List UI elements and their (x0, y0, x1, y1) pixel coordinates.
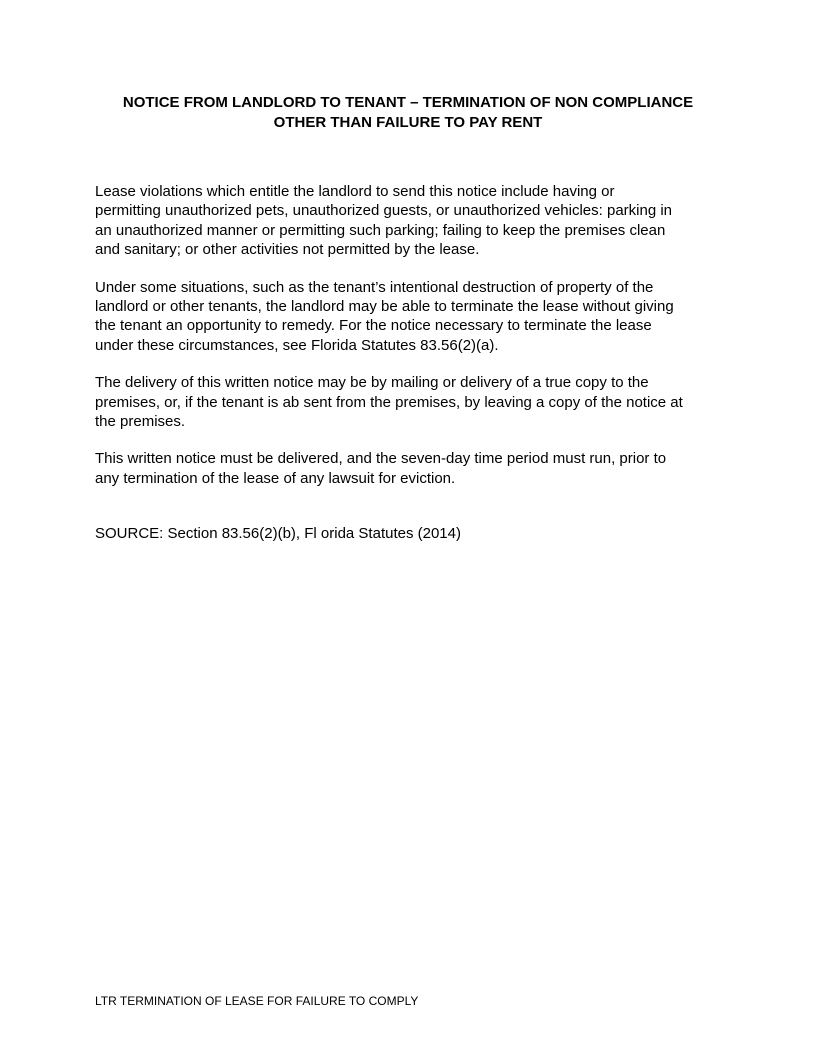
paragraph-line: Under some situations, such as the tenant’s intentional destruction of property of the (95, 278, 654, 296)
paragraph-intentional-destruction (95, 278, 717, 356)
paragraph-seven-day-period (95, 449, 717, 488)
paragraph-line: permitting unauthorized pets, unauthorized guests, or unauthorized vehicles: parking in (95, 202, 673, 220)
title-line: NOTICE FROM LANDLORD TO TENANT – TERMINATION OF NON COMPLIANCE (122, 94, 694, 111)
paragraph-line: The delivery of this written notice may be by mailing or delivery of a true copy to the (95, 374, 649, 392)
paragraph-line: the tenant an opportunity to remedy. For the notice necessary to terminate the lease (95, 317, 652, 335)
paragraph-line: Lease violations which entitle the landlord to send this notice include having or (95, 183, 615, 200)
paragraph-line: under these circumstances, see Florida Statutes 83.56(2)(a). (95, 336, 499, 354)
paragraph-delivery (95, 373, 717, 431)
document-body (95, 182, 717, 506)
paragraph-line: premises, or, if the tenant is ab sent from the premises, by leaving a copy of the notice at (95, 393, 683, 411)
paragraph-line: an unauthorized manner or permitting such parking; failing to keep the premises clean (95, 221, 666, 239)
paragraph-line: the premises. (95, 413, 186, 431)
title-line: OTHER THAN FAILURE TO PAY RENT (273, 114, 543, 131)
paragraph-line: landlord or other tenants, the landlord may be able to terminate the lease without giving (95, 298, 674, 316)
paragraph-line: any termination of the lease of any lawsuit for eviction. (95, 469, 456, 487)
document-title (0, 93, 816, 133)
paragraph-line: and sanitary; or other activities not permitted by the lease. (95, 241, 480, 259)
paragraph-line: This written notice must be delivered, and the seven-day time period must run, prior to (95, 450, 667, 468)
paragraph-lease-violations (95, 182, 717, 260)
source-citation: SOURCE: Section 83.56(2)(b), Fl orida Statutes (2014) (95, 525, 461, 542)
page-footer: LTR TERMINATION OF LEASE FOR FAILURE TO COMPLY (95, 994, 419, 1008)
